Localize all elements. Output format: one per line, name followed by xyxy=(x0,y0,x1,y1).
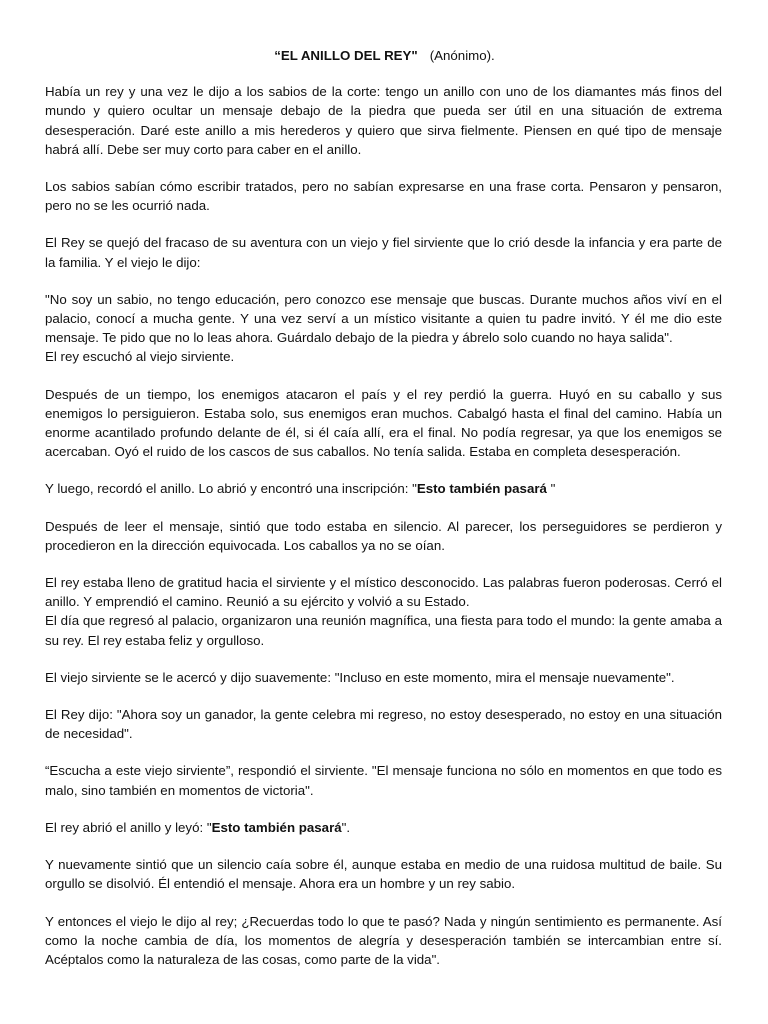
paragraph-7-close: " xyxy=(546,481,556,497)
paragraph-12: El Rey dijo: "Ahora soy un ganador, la gente celebra mi regreso, no estoy desesperado, no estoy en una situación de necesidad". xyxy=(45,707,722,742)
paragraph-10: El día que regresó al palacio, organizaron una reunión magnífica, una fiesta para todo el mundo: la gente amaba a su rey. El rey estaba feliz y orgulloso. xyxy=(45,613,722,648)
story-author: (Anónimo). xyxy=(429,48,495,63)
paragraph-14-close: ". xyxy=(341,819,351,835)
document-page xyxy=(45,46,722,987)
paragraph-14-text: El rey abrió el anillo y leyó: " xyxy=(45,819,212,835)
title-line xyxy=(45,46,722,65)
paragraph-7 xyxy=(45,479,722,498)
paragraph-8: Después de leer el mensaje, sintió que todo estaba en silencio. Al parecer, los perseguidores se perdieron y procedieron en la dirección equivocada. Los caballos ya no se oían. xyxy=(45,518,722,553)
paragraph-16: Y entonces el viejo le dijo al rey; ¿Recuerdas todo lo que te pasó? Nada y ningún sentimiento es permanente. Así como la noche cambia de día, los momentos de alegría y desesperación también se intercambian entre sí. Acéptalos como la naturaleza de las cosas, como parte de la vida". xyxy=(45,913,722,967)
paragraph-4-text: "No soy un sabio, no tengo educación, pero conozco ese mensaje que buscas. Durante muchos años viví en el palacio, conocí a mucha gente. Y una vez serví a un místico visitante a quien tu padre invitó. Y él me dio este mensaje. Te pido que no lo leas ahora. Guárdalo debajo de la piedra y ábrelo solo cuando no haya salida". xyxy=(45,291,722,346)
paragraph-6: Después de un tiempo, los enemigos atacaron el país y el rey perdió la guerra. Huyó en su caballo y sus enemigos lo persiguieron. Estaba solo, sus enemigos eran muchos. Cabalgó hasta el final del camino. Había un enorme acantilado profundo delante de él, si él caía allí, era el final. No podía regresar, ya que los enemigos se acercaban. Oyó el ruido de los cascos de sus caballos. No tenía salida. Estaba en completa desesperación. xyxy=(45,386,722,460)
paragraph-1: Había un rey y una vez le dijo a los sabios de la corte: tengo un anillo con uno de los diamantes más finos del mundo y quiero ocultar un mensaje debajo de la piedra que pueda ser útil en una situación de extrema desesperación. Daré este anillo a mis herederos y quiero que sirva fielmente. Piensen en qué tipo de mensaje habrá allí. Debe ser muy corto para caber en el anillo. xyxy=(45,84,722,157)
paragraph-15: Y nuevamente sintió que un silencio caía sobre él, aunque estaba en medio de una ruidosa multitud de baile. Su orgullo se disolvió. Él entendió el mensaje. Ahora era un hombre y un rey sabio. xyxy=(45,857,722,892)
paragraph-4 xyxy=(45,290,722,348)
paragraph-11: El viejo sirviente se le acercó y dijo suavemente: "Incluso en este momento, mira el mensaje nuevamente". xyxy=(45,669,675,685)
inscription-1: Esto también pasará xyxy=(416,481,547,497)
paragraph-2: Los sabios sabían cómo escribir tratados, pero no sabían expresarse en una frase corta. Pensaron y pensaron, pero no se les ocurrió nada. xyxy=(45,179,722,214)
paragraph-7-text: Y luego, recordó el anillo. Lo abrió y encontró una inscripción: " xyxy=(45,481,417,497)
paragraph-13: “Escucha a este viejo sirviente”, respondió el sirviente. "El mensaje funciona no sólo en momentos en que todo es malo, sino también en momentos de victoria". xyxy=(45,763,722,798)
paragraph-14 xyxy=(45,818,722,837)
story-title: “EL ANILLO DEL REY" xyxy=(274,48,418,63)
paragraph-5: El rey escuchó al viejo sirviente. xyxy=(45,349,235,365)
paragraph-9: El rey estaba lleno de gratitud hacia el sirviente y el místico desconocido. Las palabras fueron poderosas. Cerró el anillo. Y emprendió el camino. Reunió a su ejército y volvió a su Estado. xyxy=(45,575,722,610)
inscription-2: Esto también pasará xyxy=(211,819,342,835)
paragraph-3: El Rey se quejó del fracaso de su aventura con un viejo y fiel sirviente que lo crió desde la infancia y era parte de la familia. Y el viejo le dijo: xyxy=(45,235,722,270)
